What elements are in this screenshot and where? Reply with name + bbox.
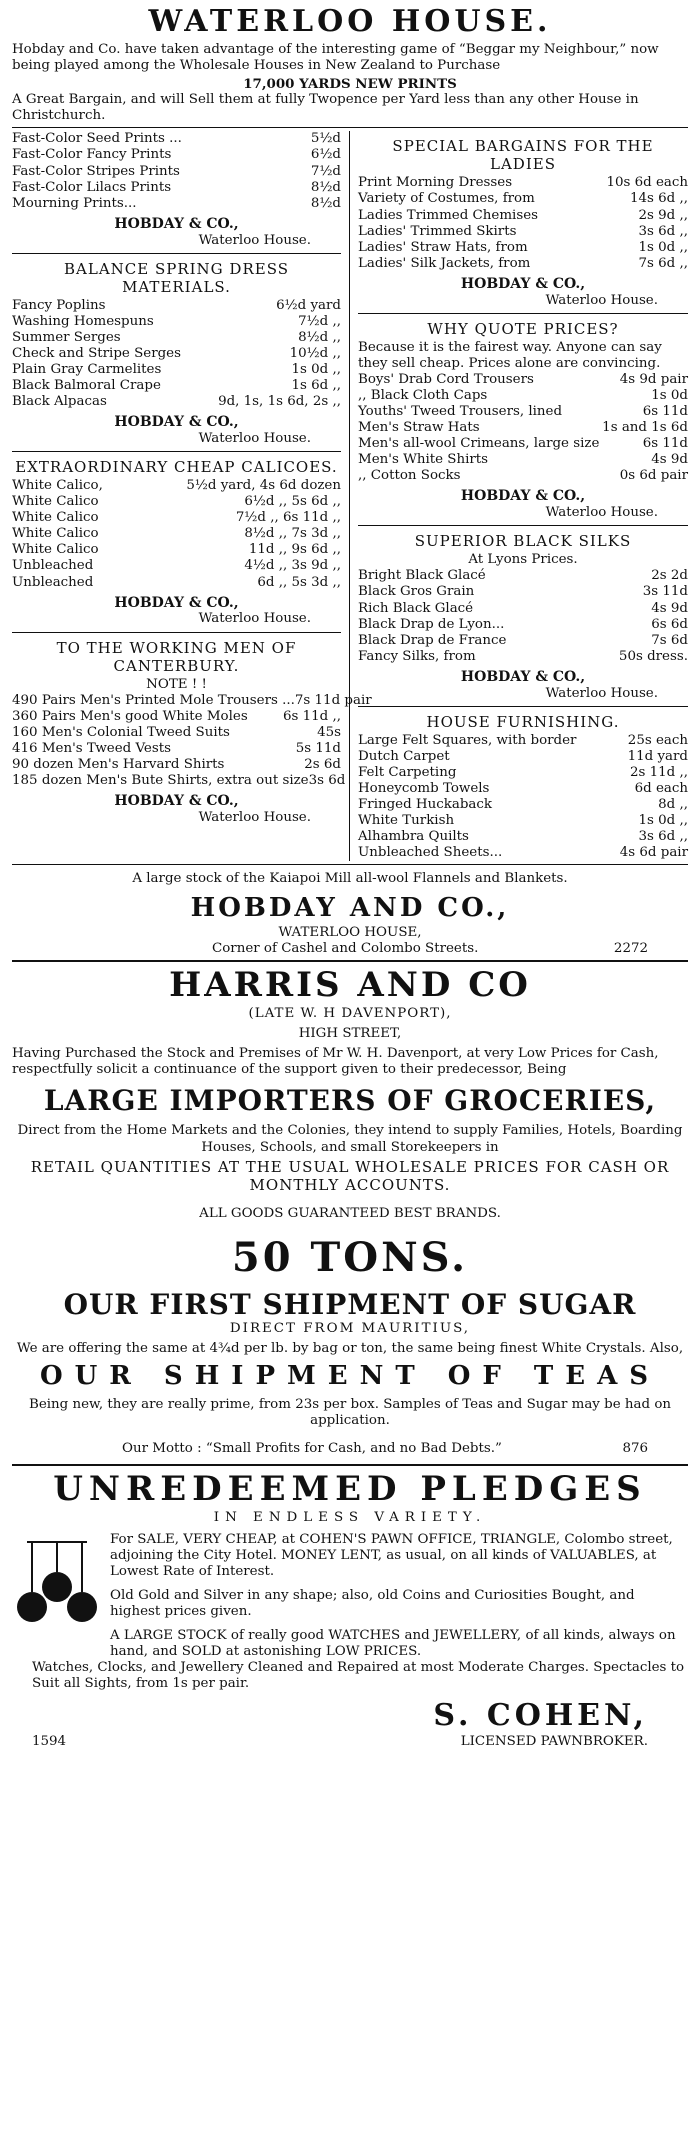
item-name: Fast-Color Stripes Prints <box>12 163 180 179</box>
balance-item <box>12 330 341 346</box>
special-item <box>358 240 688 256</box>
furnishing-item <box>358 765 688 781</box>
item-price: 7½d ,, <box>298 313 341 329</box>
divider <box>12 632 341 633</box>
signature: HOBDAY & CO., <box>114 414 239 431</box>
tons: 50 TONS. <box>231 1233 469 1281</box>
item-name: Black Balmoral Crape <box>12 378 161 394</box>
item-price: 8½d ,, 7s 3d ,, <box>244 526 341 542</box>
item-name: White Calico <box>12 542 99 558</box>
item-price: 11d ,, 9s 6d ,, <box>248 542 341 558</box>
importers: LARGE IMPORTERS OF GROCERIES, <box>43 1083 657 1117</box>
item-price: 3s 11d <box>642 584 688 600</box>
item-price: 1s 6d ,, <box>291 378 341 394</box>
teas-title: OUR SHIPMENT OF TEAS <box>39 1361 661 1392</box>
furnishing-item <box>358 781 688 797</box>
item-name: Men's White Shirts <box>358 452 489 468</box>
balance-item <box>12 298 341 314</box>
calicoes-item <box>12 558 341 574</box>
item-price: 45s <box>317 724 341 740</box>
yards-heading: 17,000 YARDS NEW PRINTS <box>243 76 457 93</box>
item-name: Fast-Color Seed Prints ... <box>12 131 182 147</box>
footer-number: 2272 <box>613 940 648 956</box>
divider <box>12 451 341 452</box>
signature: HOBDAY & CO., <box>114 594 239 611</box>
special-item <box>358 175 688 191</box>
item-name: ,, Cotton Socks <box>358 468 461 484</box>
item-price: 8d ,, <box>658 797 688 813</box>
signature-house: Waterloo House. <box>198 809 311 825</box>
item-name: Honeycomb Towels <box>358 780 490 796</box>
working-item <box>12 725 341 741</box>
item-name: White Calico <box>12 526 99 542</box>
item-name: Washing Homespuns <box>12 313 154 329</box>
why-title: WHY QUOTE PRICES? <box>427 319 619 338</box>
divider <box>358 706 688 707</box>
furnishing-title: HOUSE FURNISHING. <box>426 712 620 731</box>
pawn-balls-icon <box>12 1532 102 1647</box>
item-name: Boys' Drab Cord Trousers <box>358 371 534 387</box>
divider <box>12 960 688 962</box>
item-name: Felt Carpeting <box>358 764 457 780</box>
footer-house: WATERLOO HOUSE, <box>278 924 422 940</box>
item-price: 4s 9d <box>651 452 688 468</box>
item-name: Fringed Huckaback <box>358 797 492 813</box>
item-price: 50s dress. <box>618 648 688 664</box>
harris-street: HIGH STREET, <box>298 1025 402 1041</box>
item-name: 160 Men's Colonial Tweed Suits <box>12 724 230 740</box>
special-title: SPECIAL BARGAINS FOR THE LADIES <box>392 137 654 174</box>
item-name: White Calico <box>12 494 99 510</box>
working-item <box>12 692 372 709</box>
item-name: Men's all-wool Crimeans, large size <box>358 436 600 452</box>
calicoes-item <box>12 510 341 526</box>
furnishing-item <box>358 813 688 829</box>
calicoes-item <box>12 575 341 591</box>
prints-item <box>12 147 341 163</box>
item-price: 7s 11d pair <box>294 692 372 708</box>
cohen-body <box>12 1532 688 1620</box>
item-name: Black Gros Grain <box>358 584 475 600</box>
waterloo-intro: Hobday and Co. have taken advantage of the interesting game of “Beggar my Neighbour,” now being played among the Wholesale Houses in New Zealand to Purchase <box>12 42 659 74</box>
item-name: Ladies Trimmed Chemises <box>358 207 538 223</box>
furnishing-item <box>358 845 688 861</box>
signature-house: Waterloo House. <box>545 505 658 521</box>
cohen-gold: Old Gold and Silver in any shape; also, old Coins and Curiosities Bought, and highest prices given. <box>110 1588 635 1620</box>
newspaper-page <box>12 4 688 1751</box>
bargain-text: A Great Bargain, and will Sell them at fully Twopence per Yard less than any other House in Christchurch. <box>12 92 639 124</box>
divider <box>358 525 688 526</box>
item-name: Youths' Tweed Trousers, lined <box>358 404 563 420</box>
item-price: 4s 9d pair <box>619 371 688 387</box>
item-name: Dutch Carpet <box>358 748 450 764</box>
footer-name: HOBDAY AND CO., <box>190 893 510 924</box>
mauritius: DIRECT FROM MAURITIUS, <box>229 1321 471 1337</box>
item-price: 7s 6d ,, <box>638 255 688 271</box>
item-name: Unbleached Sheets... <box>358 845 503 861</box>
balance-title: BALANCE SPRING DRESS MATERIALS. <box>64 259 289 296</box>
silks-item <box>358 568 688 584</box>
item-name: Ladies' Straw Hats, from <box>358 239 528 255</box>
prime-text: Being new, they are really prime, from 23s per box. Samples of Teas and Sugar may be had on application. <box>28 1396 672 1428</box>
item-price: 10½d ,, <box>289 345 341 361</box>
item-name: 185 dozen Men's Bute Shirts, extra out size <box>12 772 309 788</box>
item-price: 25s each <box>627 732 688 748</box>
item-name: Rich Black Glacé <box>358 600 474 616</box>
item-name: Men's Straw Hats <box>358 420 480 436</box>
item-name: Fancy Silks, from <box>358 648 476 664</box>
calicoes-item <box>12 478 341 494</box>
signature: HOBDAY & CO., <box>460 488 586 505</box>
divider <box>358 313 688 314</box>
item-name: White Calico <box>12 510 99 526</box>
special-item <box>358 208 688 224</box>
item-price: 1s and 1s 6d <box>602 420 688 436</box>
cohen-number: 1594 <box>32 1734 67 1750</box>
cohen-name: S. COHEN, <box>433 1698 648 1734</box>
special-item <box>358 191 688 207</box>
calicoes-item <box>12 494 341 510</box>
silks-title: SUPERIOR BLACK SILKS <box>414 532 632 551</box>
item-name: Large Felt Squares, with border <box>358 732 577 748</box>
item-price: 8½d <box>310 195 341 211</box>
calicoes-item <box>12 542 341 558</box>
harris-number: 876 <box>622 1440 648 1456</box>
item-price: 4s 6d pair <box>619 845 688 861</box>
silks-item <box>358 649 688 665</box>
motto-row <box>12 1433 688 1461</box>
item-name: Check and Stripe Serges <box>12 345 181 361</box>
signature: HOBDAY & CO., <box>114 215 239 232</box>
waterloo-title: WATERLOO HOUSE. <box>148 4 552 39</box>
balance-item <box>12 378 341 394</box>
calicoes-item <box>12 526 341 542</box>
why-item <box>358 420 688 436</box>
item-price: 14s 6d ,, <box>629 191 688 207</box>
item-price: 4s 9d <box>651 600 688 616</box>
two-columns <box>12 131 688 861</box>
item-name: Print Morning Dresses <box>358 175 513 191</box>
why-item <box>358 388 688 404</box>
licensed: LICENSED PAWNBROKER. <box>460 1734 648 1750</box>
cohen-watches: Watches, Clocks, and Jewellery Cleaned and Repaired at most Moderate Charges. Spectacles to Suit all Sights, from 1s per pair. <box>32 1660 685 1692</box>
item-name: 490 Pairs Men's Printed Mole Trousers ... <box>12 692 295 708</box>
harris-late: (LATE W. H DAVENPORT), <box>248 1005 452 1021</box>
item-name: 360 Pairs Men's good White Moles <box>12 708 248 724</box>
item-price: 9d, 1s, 1s 6d, 2s ,, <box>218 394 341 410</box>
item-name: Variety of Costumes, from <box>358 191 535 207</box>
item-name: White Calico, <box>12 478 103 494</box>
item-name: Ladies' Silk Jackets, from <box>358 255 531 271</box>
signature-house: Waterloo House. <box>198 611 311 627</box>
item-name: Alhambra Quilts <box>358 829 469 845</box>
signature: HOBDAY & CO., <box>460 668 586 685</box>
item-name: Bright Black Glacé <box>358 568 486 584</box>
item-price: 4½d ,, 3s 9d ,, <box>244 558 341 574</box>
item-name: Fast-Color Fancy Prints <box>12 147 172 163</box>
signature: HOBDAY & CO., <box>114 793 239 810</box>
item-name: ,, Black Cloth Caps <box>358 387 488 403</box>
furnishing-list <box>358 733 688 862</box>
offering-text: We are offering the same at 4¾d per lb. by bag or ton, the same being finest White Crystals. Also, <box>16 1341 684 1357</box>
signature-house: Waterloo House. <box>545 292 658 308</box>
item-name: 90 dozen Men's Harvard Shirts <box>12 756 225 772</box>
item-price: 2s 11d ,, <box>629 764 688 780</box>
why-text: Because it is the fairest way. Anyone can say they sell cheap. Prices alone are convincing. <box>358 339 662 371</box>
balance-item <box>12 346 341 362</box>
item-price: 6½d <box>310 147 341 163</box>
item-price: 7½d <box>310 163 341 179</box>
item-price: 1s 0d <box>651 387 688 403</box>
furnishing-item <box>358 733 688 749</box>
why-list <box>358 372 688 485</box>
item-price: 7½d ,, 6s 11d ,, <box>235 510 341 526</box>
prints-item <box>12 131 341 147</box>
item-price: 2s 6d <box>304 756 341 772</box>
balance-item <box>12 362 341 378</box>
furnishing-item <box>358 749 688 765</box>
divider <box>12 864 688 865</box>
item-price: 11d yard <box>627 748 688 764</box>
working-item <box>12 772 346 789</box>
working-item <box>12 709 341 725</box>
item-name: Summer Serges <box>12 329 121 345</box>
silks-item <box>358 617 688 633</box>
cohen-stock: A LARGE STOCK of really good WATCHES and JEWELLERY, of all kinds, always on hand, and SOLD at astonishing LOW PRICES. <box>110 1628 676 1660</box>
item-price: 2s 2d <box>651 568 688 584</box>
balance-list <box>12 298 341 411</box>
working-list <box>12 692 372 789</box>
item-price: 3s 6d <box>308 772 346 788</box>
item-name: Mourning Prints... <box>12 195 137 211</box>
signature-house: Waterloo House. <box>198 431 311 446</box>
direct-text: Direct from the Home Markets and the Colonies, they intend to supply Families, Hotels, Boarding Houses, Schools, and small Storekeepers in <box>17 1123 683 1155</box>
pledges-variety: IN ENDLESS VARIETY. <box>213 1509 487 1525</box>
silks-item <box>358 633 688 649</box>
special-item <box>358 224 688 240</box>
item-price: 5s 11d <box>295 740 341 756</box>
signature-house: Waterloo House. <box>545 685 658 701</box>
furnishing-item <box>358 829 688 845</box>
working-item <box>12 757 341 773</box>
item-price: 1s 0d ,, <box>638 239 688 255</box>
item-name: Black Alpacas <box>12 394 107 410</box>
prints-item <box>12 196 341 212</box>
cohen-intro: For SALE, VERY CHEAP, at COHEN'S PAWN OFFICE, TRIANGLE, Colombo street, adjoining the City Hotel. MONEY LENT, as usual, on all kinds of VALUABLES, at Lowest Rate of Interest. <box>110 1531 673 1579</box>
prints-list <box>12 131 341 211</box>
balance-item <box>12 394 341 410</box>
item-name: Fancy Poplins <box>12 297 106 313</box>
item-price: 6s 11d <box>642 404 688 420</box>
why-item <box>358 436 688 452</box>
item-price: 10s 6d each <box>606 175 688 191</box>
item-price: 8½d ,, <box>298 329 341 345</box>
footer-address: Corner of Cashel and Colombo Streets. <box>212 940 479 956</box>
item-name: Unbleached <box>12 574 94 590</box>
signature-house: Waterloo House. <box>198 232 311 248</box>
item-price: 1s 0d ,, <box>638 813 688 829</box>
item-price: 6½d ,, 5s 6d ,, <box>244 494 341 510</box>
item-name: Black Drap de Lyon... <box>358 616 505 632</box>
harris-intro: Having Purchased the Stock and Premises of Mr W. H. Davenport, at very Low Prices for Cash, respectfully solicit a continuance of the support given to their predecessor, Being <box>12 1045 659 1077</box>
pledges-title: UNREDEEMED PLEDGES <box>53 1468 647 1509</box>
why-item <box>358 452 688 468</box>
item-price: 5½d <box>310 131 341 147</box>
sugar-title: OUR FIRST SHIPMENT OF SUGAR <box>63 1287 637 1321</box>
special-list <box>358 175 688 271</box>
calicoes-title: EXTRAORDINARY CHEAP CALICOES. <box>15 458 338 477</box>
working-title: TO THE WORKING MEN OF CANTERBURY. <box>56 638 297 675</box>
item-price: 6s 11d <box>642 436 688 452</box>
item-name: Plain Gray Carmelites <box>12 361 162 377</box>
special-item <box>358 256 688 272</box>
item-price: 5½d yard, 4s 6d dozen <box>186 478 341 494</box>
why-item <box>358 468 688 484</box>
furnishing-item <box>358 797 688 813</box>
motto: Our Motto : “Small Profits for Cash, and no Bad Debts.” <box>122 1440 502 1456</box>
item-price: 7s 6d <box>651 632 688 648</box>
item-price: 6s 11d ,, <box>282 708 341 724</box>
item-name: Black Drap de France <box>358 632 507 648</box>
note: NOTE ! ! <box>146 676 207 692</box>
item-name: 416 Men's Tweed Vests <box>12 740 171 756</box>
item-price: 8½d <box>310 179 341 195</box>
divider <box>12 127 688 128</box>
item-name: Fast-Color Lilacs Prints <box>12 179 172 195</box>
item-price: 2s 9d ,, <box>638 207 688 223</box>
item-price: 6s 6d <box>651 616 688 632</box>
calicoes-list <box>12 478 341 591</box>
item-price: 1s 0d ,, <box>291 361 341 377</box>
item-price: 0s 6d pair <box>619 468 688 484</box>
divider <box>12 1464 688 1466</box>
left-column <box>12 131 372 861</box>
footer-address-row <box>12 941 688 957</box>
item-price: 6½d yard <box>276 297 341 313</box>
signature: HOBDAY & CO., <box>460 275 586 292</box>
item-name: White Turkish <box>358 813 455 829</box>
right-column <box>350 131 688 861</box>
silks-sub: At Lyons Prices. <box>468 552 578 568</box>
guaranteed: ALL GOODS GUARANTEED BEST BRANDS. <box>199 1205 501 1221</box>
cohen-footer-row <box>12 1734 688 1750</box>
kaiapoi-text: A large stock of the Kaiapoi Mill all-wool Flannels and Blankets. <box>132 871 568 887</box>
silks-list <box>358 568 688 664</box>
item-name: Unbleached <box>12 558 94 574</box>
why-item <box>358 404 688 420</box>
harris-title: HARRIS AND CO <box>169 964 531 1005</box>
retail-text: RETAIL QUANTITIES AT THE USUAL WHOLESALE PRICES FOR CASH OR MONTHLY ACCOUNTS. <box>30 1157 670 1194</box>
item-name: Ladies' Trimmed Skirts <box>358 223 517 239</box>
item-price: 6d each <box>634 780 688 796</box>
prints-item <box>12 164 341 180</box>
working-item <box>12 741 341 757</box>
item-price: 3s 6d ,, <box>638 829 688 845</box>
item-price: 6d ,, 5s 3d ,, <box>257 574 341 590</box>
prints-item <box>12 180 341 196</box>
divider <box>12 253 341 254</box>
silks-item <box>358 584 688 600</box>
why-item <box>358 372 688 388</box>
silks-item <box>358 601 688 617</box>
item-price: 3s 6d ,, <box>638 223 688 239</box>
balance-item <box>12 314 341 330</box>
